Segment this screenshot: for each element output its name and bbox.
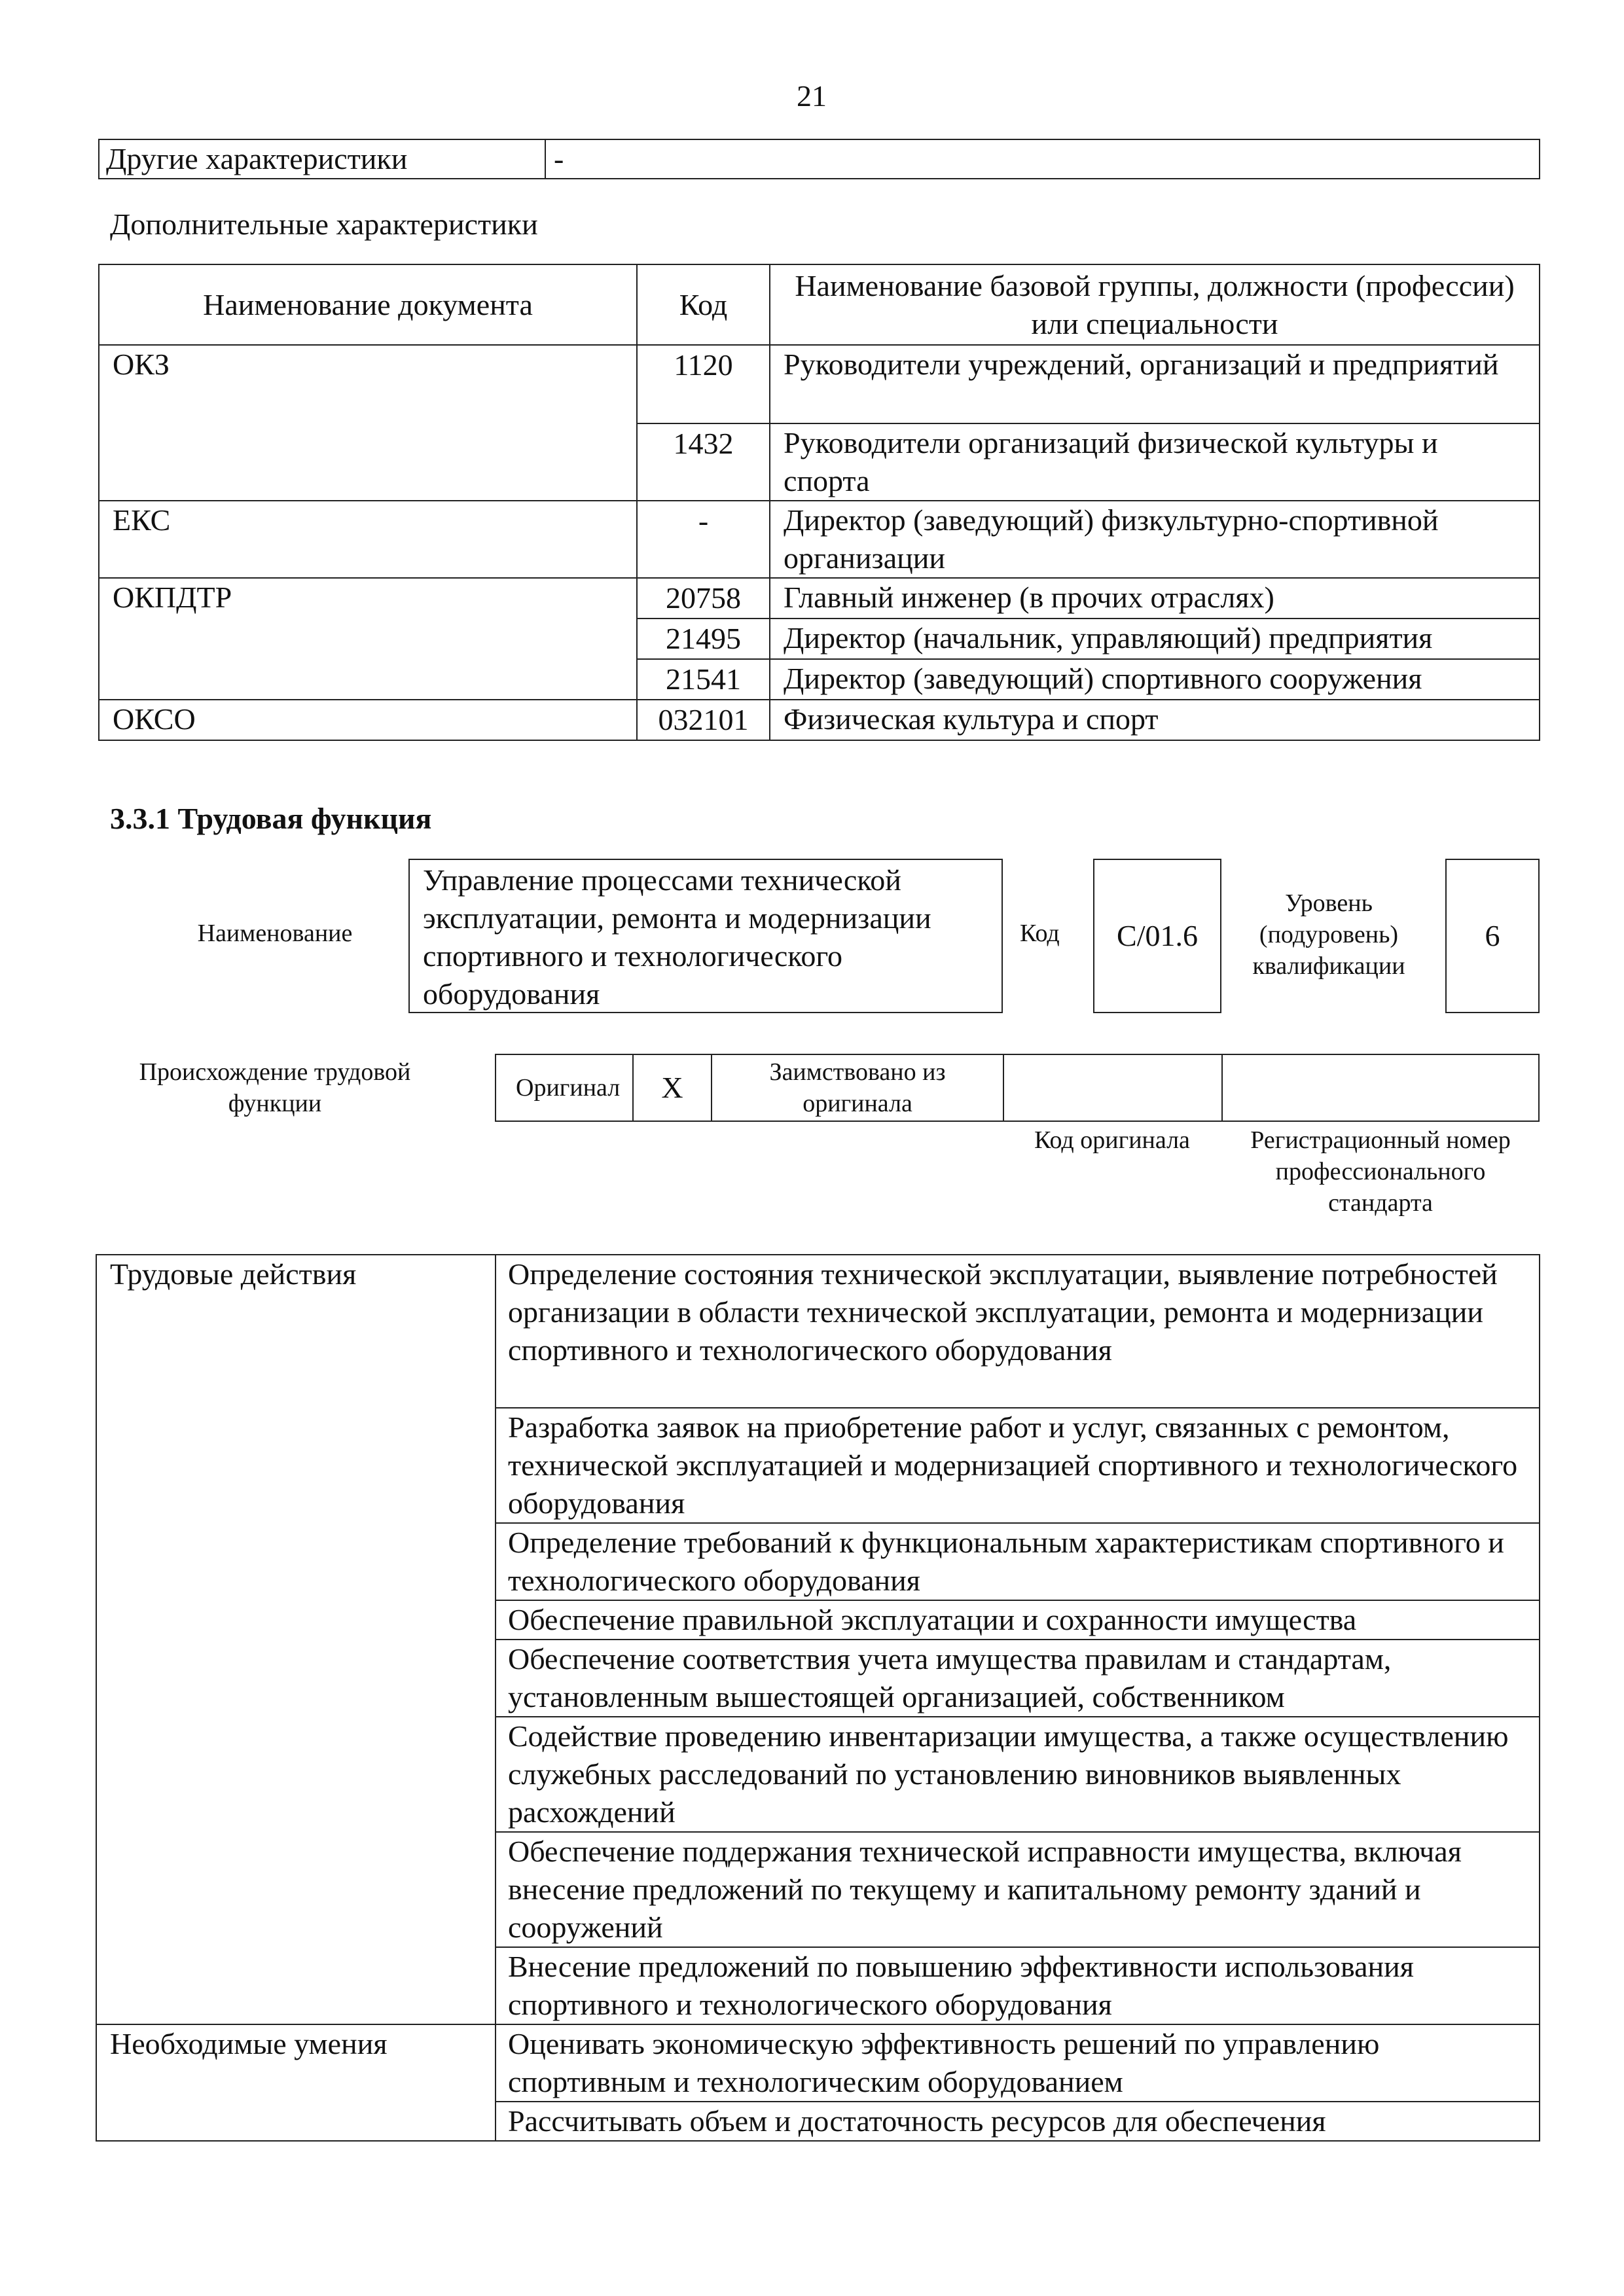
header-group-name: Наименование базовой группы, должности (профессии) или специальности <box>770 264 1540 345</box>
other-characteristics-value: - <box>545 139 1540 179</box>
actions-table <box>96 1254 1540 2142</box>
documents-table <box>98 264 1540 741</box>
group-name-cell: Директор (заведующий) физкультурно-спортивной организации <box>770 501 1540 578</box>
table-row <box>99 501 1540 578</box>
actions-label: Трудовые действия <box>96 1255 496 2024</box>
function-name-box: Управление процессами технической эксплуатации, ремонта и модернизации спортивного и технологического оборудования <box>408 859 1003 1013</box>
code-cell: 1120 <box>637 345 770 423</box>
reg-number-caption: Регистрационный номер профессионального стандарта <box>1250 1126 1511 1217</box>
page-number: 21 <box>797 79 827 113</box>
borrowed-label: Заимствовано из оригинала <box>712 1054 1003 1121</box>
code-cell: 21495 <box>637 619 770 659</box>
code-cell: 21541 <box>637 659 770 700</box>
action-cell: Обеспечение правильной эксплуатации и сохранности имущества <box>496 1600 1540 1640</box>
table-row <box>96 1255 1540 1408</box>
group-name-cell: Руководители учреждений, организаций и предприятий <box>770 345 1540 423</box>
doc-cell: ОКЗ <box>99 345 637 501</box>
doc-cell: ЕКС <box>99 501 637 578</box>
doc-cell: ОКПДТР <box>99 578 637 700</box>
table-row <box>99 578 1540 619</box>
action-cell: Обеспечение поддержания технической исправности имущества, включая внесение предложений по текущему и капитальному ремонту зданий и сооружений <box>496 1832 1540 1947</box>
documents-table-header <box>99 264 1540 345</box>
group-name-cell: Директор (начальник, управляющий) предприятия <box>770 619 1540 659</box>
doc-cell: ОКСО <box>99 700 637 740</box>
skill-cell: Рассчитывать объем и достаточность ресурсов для обеспечения <box>496 2102 1540 2141</box>
qualification-level-box: 6 <box>1445 859 1540 1013</box>
group-name-cell: Директор (заведующий) спортивного сооружения <box>770 659 1540 700</box>
table-row <box>96 2024 1540 2102</box>
original-label: Оригинал <box>496 1054 633 1121</box>
action-cell: Обеспечение соответствия учета имущества правилам и стандартам, установленным вышестоящей организацией, собственником <box>496 1640 1540 1717</box>
section-title: 3.3.1 Трудовая функция <box>110 802 432 835</box>
header-code: Код <box>637 264 770 345</box>
group-name-cell: Главный инженер (в прочих отраслях) <box>770 578 1540 619</box>
code-cell: - <box>637 501 770 578</box>
header-document-name: Наименование документа <box>99 264 637 345</box>
qualification-level-label: Уровень (подуровень) квалификации <box>1252 889 1405 980</box>
action-cell: Определение требований к функциональным характеристикам спортивного и технологического оборудования <box>496 1523 1540 1600</box>
code-cell: 20758 <box>637 578 770 619</box>
table-row <box>99 345 1540 423</box>
table-row <box>99 700 1540 740</box>
function-code-label: Код <box>1020 920 1060 947</box>
code-original-cell <box>1003 1054 1222 1121</box>
function-name-label: Наименование <box>197 920 353 947</box>
action-cell: Содействие проведению инвентаризации имущества, а также осуществлению служебных расследований по установлению виновников выявленных расхождений <box>496 1717 1540 1832</box>
reg-number-cell <box>1222 1054 1539 1121</box>
code-cell: 032101 <box>637 700 770 740</box>
other-characteristics-table <box>98 139 1540 179</box>
group-name-cell: Физическая культура и спорт <box>770 700 1540 740</box>
origin-table <box>495 1054 1540 1122</box>
original-mark: X <box>633 1054 712 1121</box>
origin-label: Происхождение трудовой функции <box>139 1058 411 1117</box>
group-name-cell: Руководители организаций физической культуры и спорта <box>770 423 1540 501</box>
action-cell: Внесение предложений по повышению эффективности использования спортивного и технологического оборудования <box>496 1947 1540 2024</box>
additional-characteristics-title: Дополнительные характеристики <box>110 207 538 241</box>
action-cell: Разработка заявок на приобретение работ и услуг, связанных с ремонтом, технической эксплуатацией и модернизацией спортивного и технологического оборудования <box>496 1408 1540 1523</box>
code-original-caption: Код оригинала <box>1034 1126 1190 1154</box>
skills-label: Необходимые умения <box>96 2024 496 2141</box>
action-cell: Определение состояния технической эксплуатации, выявление потребностей организации в области технической эксплуатации, ремонта и модернизации спортивного и технологического оборудования <box>496 1255 1540 1408</box>
other-characteristics-label: Другие характеристики <box>99 139 545 179</box>
function-code-box: С/01.6 <box>1093 859 1221 1013</box>
code-cell: 1432 <box>637 423 770 501</box>
skill-cell: Оценивать экономическую эффективность решений по управлению спортивным и технологическим оборудованием <box>496 2024 1540 2102</box>
